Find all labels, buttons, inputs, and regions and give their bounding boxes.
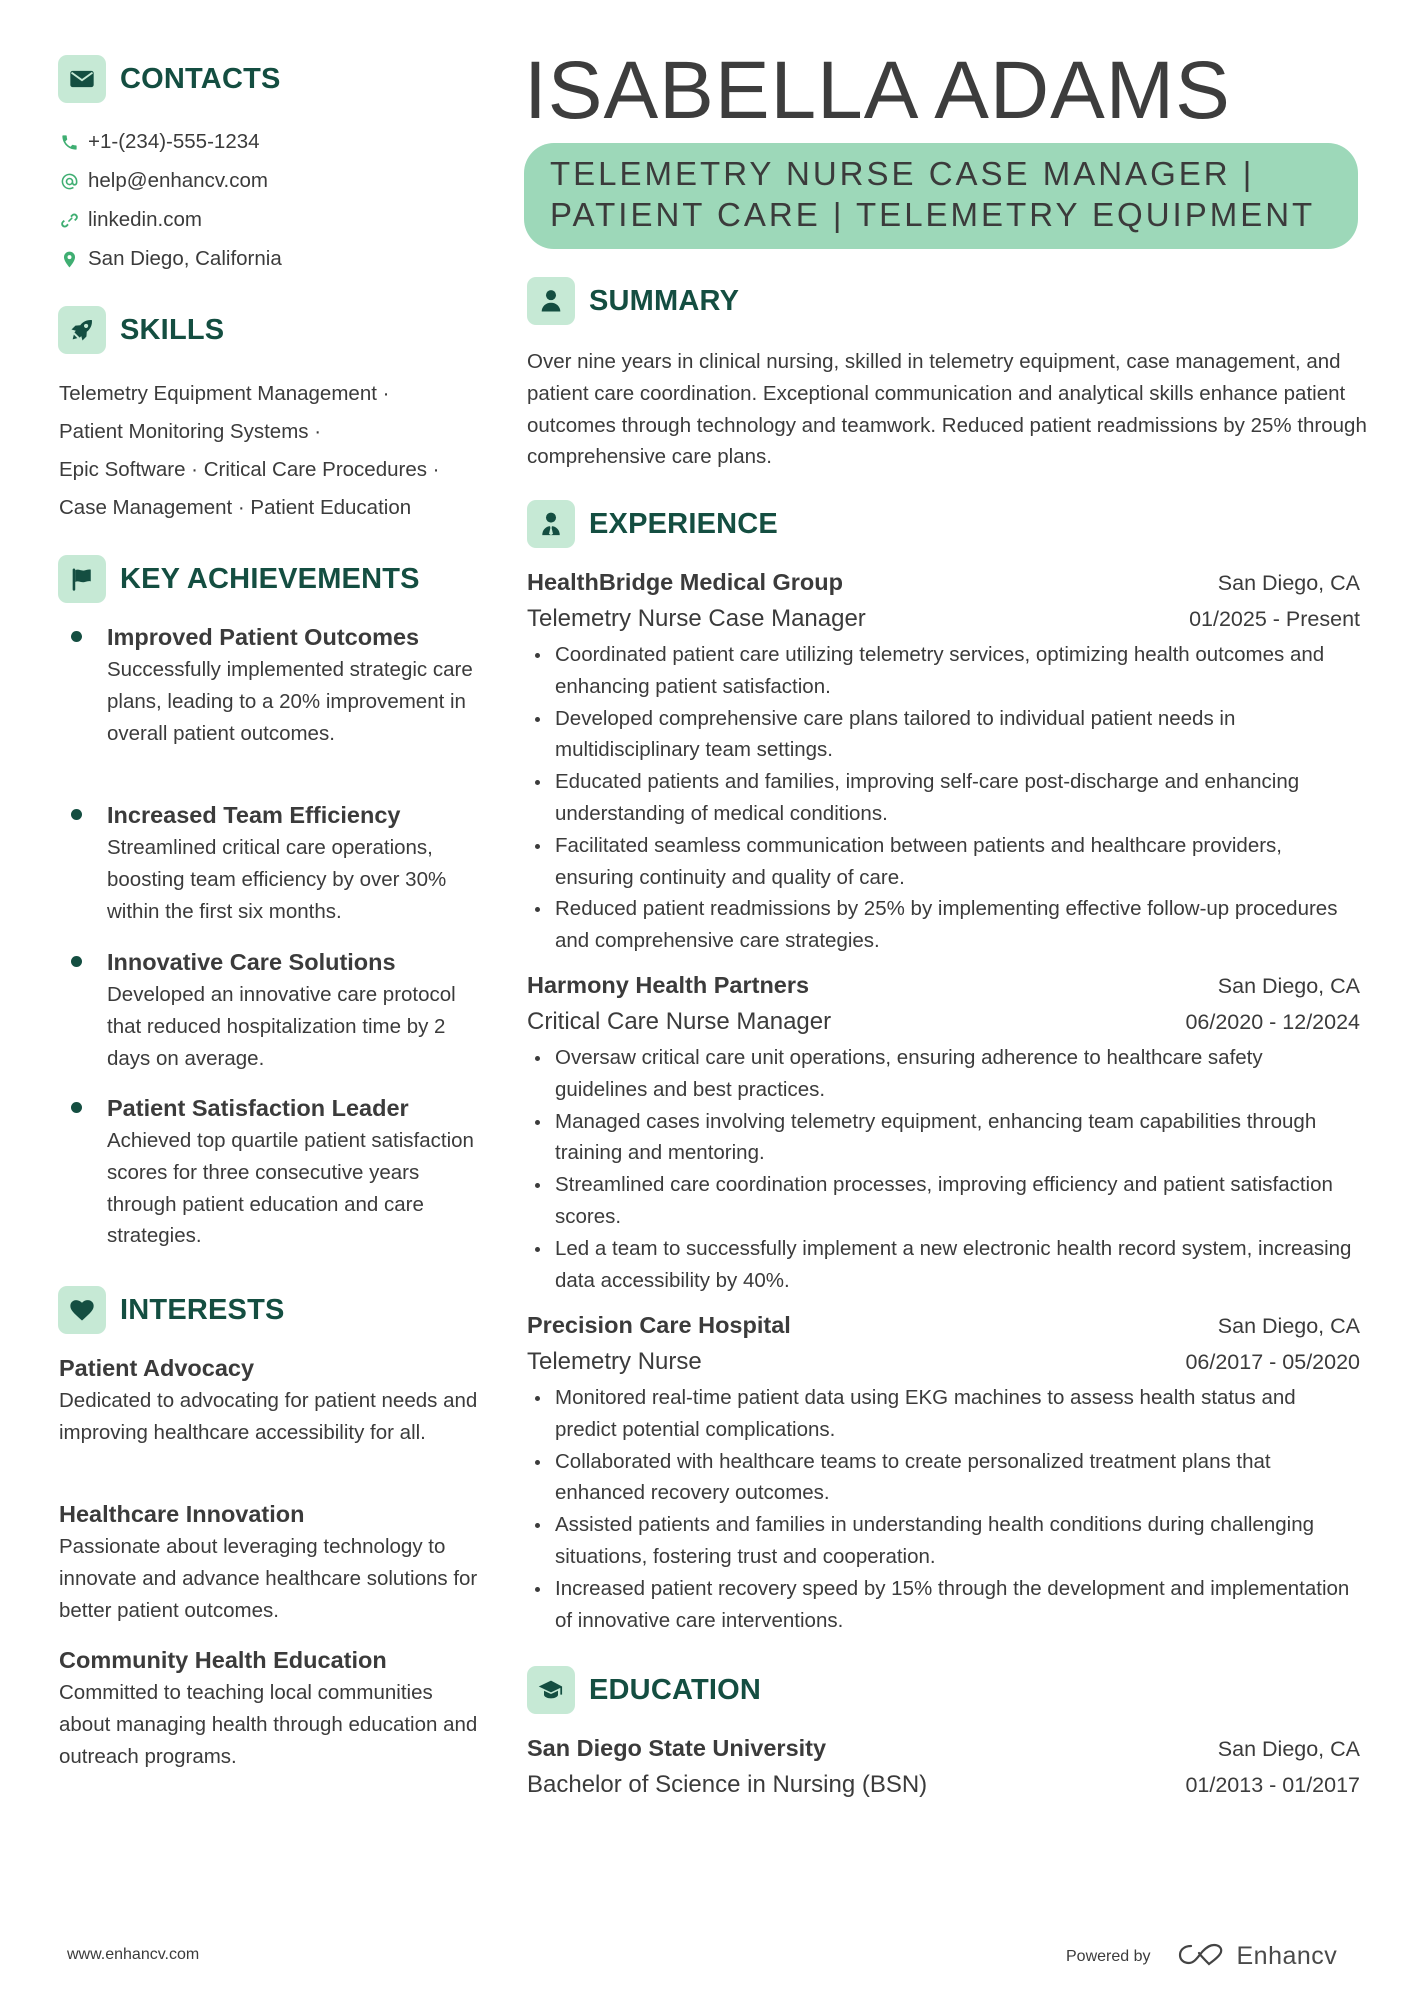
education-entry xyxy=(527,1730,1360,1803)
interest-title: Healthcare Innovation xyxy=(59,1501,305,1527)
achievement-title: Innovative Care Solutions xyxy=(107,949,396,975)
experience-entry xyxy=(527,564,1360,957)
job-bullets xyxy=(527,1382,1360,1636)
achievement-description: Developed an innovative care protocol that reduced hospitalization time by 2 days on average. xyxy=(107,983,456,1070)
job-title: Telemetry Nurse Case Manager xyxy=(527,605,866,632)
achievement-item xyxy=(59,798,489,927)
job-bullet: Assisted patients and families in understanding health conditions during challenging situations, fostering trust and cooperation. xyxy=(527,1509,1360,1573)
job-dates: 06/2017 - 05/2020 xyxy=(1185,1350,1360,1374)
contacts-title: CONTACTS xyxy=(120,62,281,95)
summary-title: SUMMARY xyxy=(589,284,740,317)
email-link[interactable]: help@enhancv.com xyxy=(88,169,268,192)
job-title: Critical Care Nurse Manager xyxy=(527,1008,832,1035)
experience-entry xyxy=(527,1307,1360,1636)
link-icon xyxy=(59,210,79,230)
headline-line: PATIENT CARE | TELEMETRY EQUIPMENT xyxy=(550,196,1316,233)
company-name: Harmony Health Partners xyxy=(527,972,810,998)
job-bullet: Monitored real-time patient data using EKG machines to assess health status and predict potential complications. xyxy=(527,1382,1360,1446)
company-name: Precision Care Hospital xyxy=(527,1312,791,1338)
job-bullet: Collaborated with healthcare teams to create personalized treatment plans that enhanced recovery outcomes. xyxy=(527,1446,1360,1510)
degree: Bachelor of Science in Nursing (BSN) xyxy=(527,1771,928,1798)
contact-email[interactable] xyxy=(59,166,268,196)
job-bullet: Streamlined care coordination processes, improving efficiency and patient satisfaction scores. xyxy=(527,1169,1360,1233)
job-bullets xyxy=(527,639,1360,957)
job-location: San Diego, CA xyxy=(1217,1314,1360,1338)
job-bullet: Managed cases involving telemetry equipment, enhancing team capabilities through training and mentoring. xyxy=(527,1106,1360,1170)
job-bullet: Increased patient recovery speed by 15% through the development and implementation of innovative care interventions. xyxy=(527,1573,1360,1637)
achievement-item xyxy=(59,1091,489,1252)
flag-icon xyxy=(58,555,106,603)
phone-icon xyxy=(59,132,79,152)
bullet-dot xyxy=(71,631,82,642)
job-bullet: Oversaw critical care unit operations, ensuring adherence to healthcare safety guidelines and best practices. xyxy=(527,1042,1360,1106)
achievement-title: Improved Patient Outcomes xyxy=(107,624,420,650)
user-tie-icon xyxy=(527,500,575,548)
job-title: Telemetry Nurse xyxy=(527,1348,702,1375)
linkedin-link[interactable]: linkedin.com xyxy=(88,208,202,231)
summary-section-header xyxy=(527,277,739,325)
job-dates: 06/2020 - 12/2024 xyxy=(1185,1010,1360,1034)
contact-phone xyxy=(59,127,260,157)
interests-title: INTERESTS xyxy=(120,1293,285,1326)
headline-line: TELEMETRY NURSE CASE MANAGER | xyxy=(550,155,1255,192)
achievement-title: Patient Satisfaction Leader xyxy=(107,1095,409,1121)
company-name: HealthBridge Medical Group xyxy=(527,569,843,595)
interest-description: Committed to teaching local communities about managing health through education and outreach programs. xyxy=(59,1681,478,1768)
experience-section-header xyxy=(527,500,778,548)
skill-line: Case Management · Patient Education xyxy=(59,496,412,519)
achievement-description: Successfully implemented strategic care plans, leading to a 20% improvement in overall patient outcomes. xyxy=(107,658,473,745)
achievement-title: Increased Team Efficiency xyxy=(107,802,401,828)
skills-section-header xyxy=(58,306,224,354)
skill-line: Epic Software · Critical Care Procedures · xyxy=(59,458,440,481)
interest-title: Patient Advocacy xyxy=(59,1355,255,1381)
at-icon xyxy=(59,171,79,191)
experience-title: EXPERIENCE xyxy=(589,507,778,540)
heart-icon xyxy=(58,1286,106,1334)
interest-item xyxy=(59,1643,489,1772)
achievement-description: Achieved top quartile patient satisfaction scores for three consecutive years through patient education and care strategies. xyxy=(107,1129,474,1248)
achievement-item xyxy=(59,620,489,749)
experience-entry xyxy=(527,967,1360,1296)
interests-section-header xyxy=(58,1286,285,1334)
bullet-dot xyxy=(71,809,82,820)
school-name: San Diego State University xyxy=(527,1735,827,1761)
location-pin-icon xyxy=(59,249,79,269)
interest-description: Dedicated to advocating for patient needs and improving healthcare accessibility for all. xyxy=(59,1389,478,1444)
job-location: San Diego, CA xyxy=(1217,571,1360,595)
bullet-dot xyxy=(71,956,82,967)
job-bullet: Led a team to successfully implement a new electronic health record system, increasing data accessibility by 40%. xyxy=(527,1233,1360,1297)
contact-linkedin[interactable] xyxy=(59,205,202,235)
graduation-cap-icon xyxy=(527,1666,575,1714)
education-dates: 01/2013 - 01/2017 xyxy=(1185,1773,1360,1797)
job-bullet: Reduced patient readmissions by 25% by implementing effective follow-up procedures and comprehensive care strategies. xyxy=(527,893,1360,957)
footer-website-link[interactable]: www.enhancv.com xyxy=(67,1946,200,1963)
job-dates: 01/2025 - Present xyxy=(1189,607,1360,631)
candidate-name: ISABELLA ADAMS xyxy=(524,45,1231,136)
envelope-icon xyxy=(58,55,106,103)
bullet-dot xyxy=(71,1102,82,1113)
job-bullet: Coordinated patient care utilizing telemetry services, optimizing health outcomes and enhancing patient satisfaction. xyxy=(527,639,1360,703)
skill-line: Patient Monitoring Systems · xyxy=(59,420,322,443)
skills-title: SKILLS xyxy=(120,313,225,346)
education-title: EDUCATION xyxy=(589,1673,762,1706)
phone-number: +1-(234)-555-1234 xyxy=(88,130,260,153)
interest-title: Community Health Education xyxy=(59,1647,387,1673)
interest-item xyxy=(59,1351,489,1449)
powered-by-label: Powered by xyxy=(1066,1947,1151,1965)
interest-description: Passionate about leveraging technology to innovate and advance healthcare solutions for better patient outcomes. xyxy=(59,1535,478,1622)
job-bullet: Developed comprehensive care plans tailored to individual patient needs in multidisciplinary team settings. xyxy=(527,703,1360,767)
job-bullet: Facilitated seamless communication between patients and healthcare providers, ensuring continuity and quality of care. xyxy=(527,830,1360,894)
education-section-header xyxy=(527,1666,761,1714)
contacts-section-header xyxy=(58,55,281,103)
enhancv-brand: Enhancv xyxy=(1236,1942,1338,1970)
user-icon xyxy=(527,277,575,325)
school-location: San Diego, CA xyxy=(1217,1737,1360,1761)
location-text: San Diego, California xyxy=(88,247,282,270)
achievement-item xyxy=(59,945,489,1074)
headline-banner xyxy=(524,143,1358,249)
powered-by[interactable] xyxy=(1066,1941,1337,1972)
rocket-icon xyxy=(58,306,106,354)
skill-line: Telemetry Equipment Management · xyxy=(59,382,390,405)
job-location: San Diego, CA xyxy=(1217,974,1360,998)
achievements-section-header xyxy=(58,555,420,603)
enhancv-logo-icon xyxy=(1177,1941,1225,1972)
summary-text: Over nine years in clinical nursing, skilled in telemetry equipment, case management, and patient care coordination. Exceptional communication and analytical skills enhance patient outcomes through technology and teamwork. Reduced patient readmissions by 25% through comprehensive care plans. xyxy=(527,350,1367,469)
achievement-description: Streamlined critical care operations, boosting team efficiency by over 30% within the first six months. xyxy=(107,836,447,923)
contact-location xyxy=(59,244,282,274)
achievements-title: KEY ACHIEVEMENTS xyxy=(120,562,420,595)
job-bullets xyxy=(527,1042,1360,1296)
interest-item xyxy=(59,1497,489,1626)
job-bullet: Educated patients and families, improving self-care post-discharge and enhancing understanding of medical conditions. xyxy=(527,766,1360,830)
